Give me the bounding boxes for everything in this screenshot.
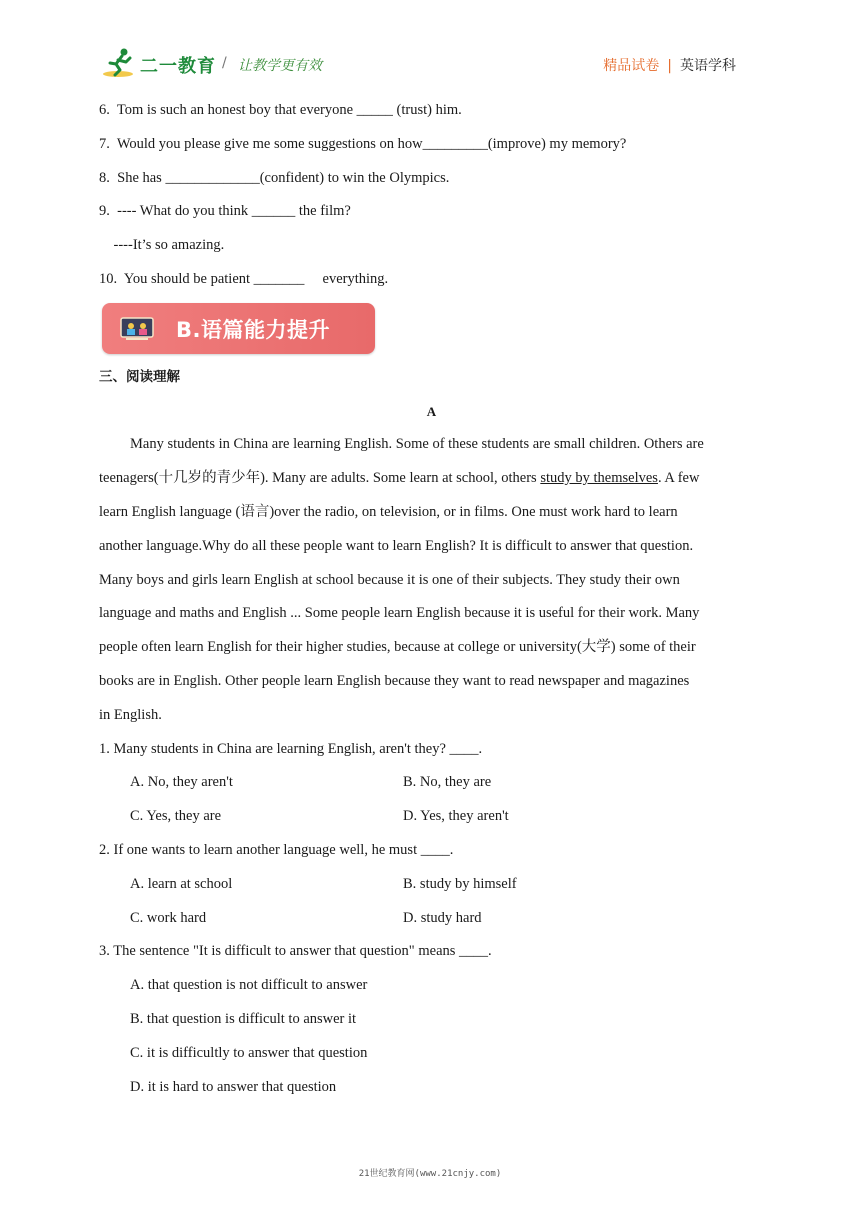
- option: C. it is difficultly to answer that question: [130, 1044, 368, 1061]
- question-1-options-row-2: [99, 800, 764, 834]
- question-2-options-row-1: [99, 868, 764, 902]
- header-slogan: 让教学更有效: [238, 58, 322, 74]
- fill-blank-7: 7. Would you please give me some suggestions on how_________(improve) my memory?: [99, 135, 627, 152]
- passage-line-6: language and maths and English ... Some people learn English because it is useful for their work. Many: [99, 605, 700, 622]
- passage-line-4: another language.Why do all these people want to learn English? It is difficult to answer that question.: [99, 537, 694, 554]
- page-footer: 21世纪教育网(www.21cnjy.com): [358, 1169, 502, 1179]
- section-banner-wrap: [99, 297, 764, 361]
- fill-blank-9-reply: ----It’s so amazing.: [99, 237, 225, 254]
- option: D. it is hard to answer that question: [130, 1078, 337, 1095]
- passage-line-8: books are in English. Other people learn English because they want to read newspaper and magazines: [99, 672, 690, 689]
- fill-blank-9: 9. ---- What do you think ______ the film?: [99, 203, 351, 220]
- option: D. Yes, they aren't: [403, 808, 509, 825]
- option: D. study hard: [403, 909, 482, 926]
- question-2-stem: 2. If one wants to learn another language well, he must ____.: [99, 841, 454, 858]
- question-2-options-row-2: [99, 902, 764, 936]
- option: A. that question is not difficult to answer: [130, 977, 368, 994]
- presentation-board-icon: [120, 317, 154, 341]
- passage-line-2: [99, 462, 764, 496]
- passage-title: A: [426, 403, 437, 419]
- passage-line-9: in English.: [99, 706, 162, 723]
- header-separator: |: [667, 58, 672, 74]
- logo-text: 二一教育: [140, 56, 216, 77]
- fill-blank-6: 6. Tom is such an honest boy that everyone _____ (trust) him.: [99, 102, 462, 118]
- quality-label: 精品试卷: [603, 58, 660, 74]
- option: C. work hard: [130, 909, 207, 926]
- section-title: 三、阅读理解: [99, 368, 180, 385]
- question-1-options-row-1: [99, 766, 764, 800]
- question-1-stem: 1. Many students in China are learning English, aren't they? ____.: [99, 740, 483, 757]
- header-slash: /: [222, 55, 227, 71]
- document-body: [99, 94, 764, 1104]
- passage-line-2a: teenagers(十几岁的青少年). Many are adults. Some learn at school, others: [99, 470, 541, 487]
- question-3-stem: 3. The sentence "It is difficult to answer that question" means ____.: [99, 943, 492, 960]
- banner-title: B.语篇能力提升: [176, 317, 330, 342]
- subject-label: 英语学科: [680, 58, 736, 74]
- fill-blank-8: 8. She has _____________(confident) to win the Olympics.: [99, 169, 450, 186]
- passage-line-3: learn English language (语言)over the radio, on television, or in films. One must work hard to learn: [99, 503, 678, 520]
- option: A. No, they aren't: [130, 774, 233, 791]
- page-header: [102, 44, 742, 84]
- header-right: [603, 55, 736, 75]
- underlined-phrase: study by themselves: [540, 470, 658, 487]
- passage-line-1: Many students in China are learning English. Some of these students are small children. Others are: [130, 436, 704, 453]
- fill-blank-10: 10. You should be patient _______ everything.: [99, 270, 389, 287]
- option: B. that question is difficult to answer it: [130, 1010, 357, 1027]
- option: A. learn at school: [130, 875, 233, 892]
- option: B. study by himself: [403, 875, 517, 892]
- runner-logo-icon: [102, 46, 140, 80]
- option: C. Yes, they are: [130, 808, 222, 825]
- passage-line-7: people often learn English for their higher studies, because at college or university(大学) some of their: [99, 639, 696, 656]
- passage-line-5: Many boys and girls learn English at school because it is one of their subjects. They study their own: [99, 571, 680, 588]
- section-banner: [102, 303, 375, 354]
- option: B. No, they are: [403, 774, 492, 791]
- passage-line-2b: . A few: [657, 470, 700, 487]
